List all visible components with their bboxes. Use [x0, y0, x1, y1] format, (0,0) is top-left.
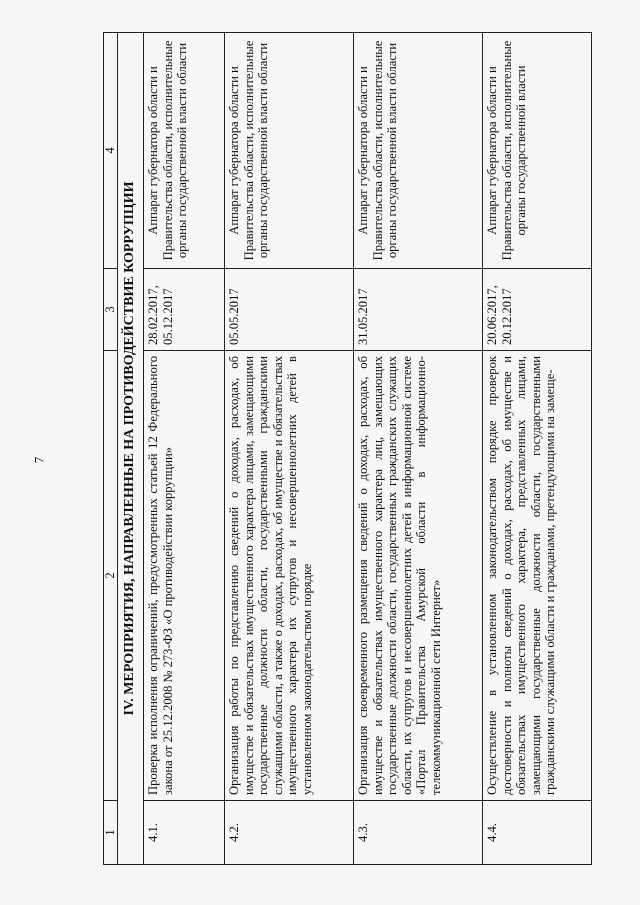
measures-table	[103, 32, 592, 865]
row-number: 4.2.	[225, 801, 354, 865]
table-row	[354, 33, 483, 865]
column-number-row	[104, 33, 118, 865]
row-dates: 31.05.2017	[354, 269, 483, 351]
row-description: Осуществление в установленном законодательством порядке проверок достоверности и полноты сведений о доходах, расходах, об имуществе и обязательствах имущественного характера, представленных лицами, замещающими государственные должности области, государственными гражданскими служащими области и гражданами, претендующими на замеще-	[483, 351, 592, 801]
row-dates: 05.05.2017	[225, 269, 354, 351]
row-description: Организация работы по представлению сведений о доходах, расходах, об имуществе и обязательствах имущественного характера лицами, замещающими государственные должности области, государственными гражданскими служащими области, а также о доходах, расходах, об имуществе и обязательствах имущественного характера их супругов и несовершеннолетних детей в установленном законодательством порядке	[225, 351, 354, 801]
document-table-canvas	[103, 33, 611, 865]
column-number-4: 4	[104, 33, 118, 269]
row-responsible: Аппарат губернатора области и Правительства области, исполнительные органы государственной власти	[483, 33, 592, 269]
row-responsible: Аппарат губернатора области и Правительства области, исполнительные органы государственной власти области	[354, 33, 483, 269]
row-responsible: Аппарат губернатора области и Правительства области, исполнительные органы государственной власти области	[225, 33, 354, 269]
table-row	[144, 33, 225, 865]
row-number: 4.1.	[144, 801, 225, 865]
row-description: Организация своевременного размещения сведений о доходах, расходах, об имуществе и обязательствах имущественного характера лиц, замещающих государственные должности области, государственных гражданских служащих области, их супругов и несовершеннолетних детей в информационной системе «Портал Правительства Амурской области в информационно-телекоммуникационной сети Интернет»	[354, 351, 483, 801]
row-number: 4.3.	[354, 801, 483, 865]
column-number-1: 1	[104, 801, 118, 865]
row-dates: 28.02.2017, 05.12.2017	[144, 269, 225, 351]
row-number: 4.4.	[483, 801, 592, 865]
column-number-2: 2	[104, 351, 118, 801]
section-title: IV. МЕРОПРИЯТИЯ, НАПРАВЛЕННЫЕ НА ПРОТИВОДЕЙСТВИЕ КОРРУПЦИИ	[118, 33, 144, 865]
page-number: 7	[31, 456, 47, 464]
column-number-3: 3	[104, 269, 118, 351]
table-row	[483, 33, 592, 865]
table-row	[225, 33, 354, 865]
row-description: Проверка исполнения ограничений, предусмотренных статьей 12 Федерального закона от 25.12.2008 № 273-ФЗ «О противодействии коррупции»	[144, 351, 225, 801]
row-responsible: Аппарат губернатора области и Правительства области, исполнительные органы государственной власти области	[144, 33, 225, 269]
row-dates: 20.06.2017, 20.12.2017	[483, 269, 592, 351]
section-row	[118, 33, 144, 865]
